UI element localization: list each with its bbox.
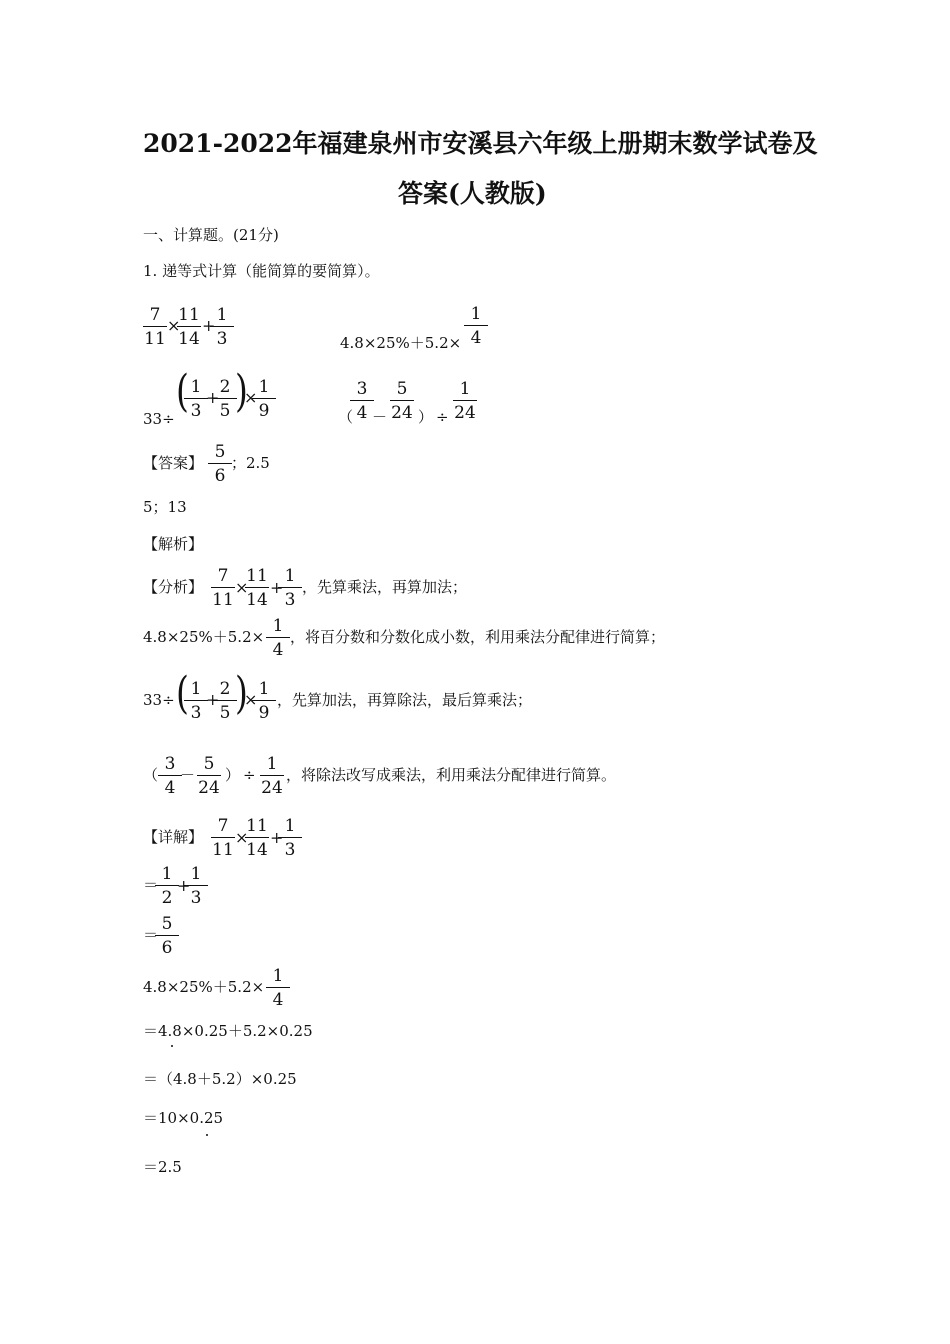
close-paren: ） xyxy=(418,408,434,426)
plus-sign: + xyxy=(177,876,191,895)
fraction: 11 14 xyxy=(246,816,268,860)
fraction: 5 6 xyxy=(208,442,232,486)
expr-prefix: 33÷ xyxy=(143,410,175,428)
doc-title-line1: 2021-2022年福建泉州市安溪县六年级上册期末数学试卷及 xyxy=(143,129,818,158)
fraction: 1 4 xyxy=(266,616,290,660)
plus-sign: + xyxy=(202,316,216,335)
expr-prefix: 4.8×25%＋5.2× xyxy=(143,978,265,996)
fenxi-label: 【分析】 xyxy=(143,578,204,596)
analysis-text: ，将除法改写成乘法，利用乘法分配律进行简算。 xyxy=(286,766,617,784)
open-paren: （ xyxy=(338,408,354,426)
question-1: 1. 递等式计算（能简算的要简算）。 xyxy=(143,262,380,280)
fraction: 3 4 xyxy=(158,754,182,798)
analysis-text: ，先算乘法，再算加法； xyxy=(302,578,468,596)
analysis-text: ，先算加法，再算除法，最后算乘法； xyxy=(277,691,533,709)
plus-sign: + xyxy=(206,690,220,709)
times-sign: × xyxy=(244,388,258,407)
stray-dot xyxy=(171,1045,173,1047)
times-sign: × xyxy=(167,316,181,335)
detail-line-8: ＝2.5 xyxy=(143,1158,182,1176)
doc-title-line2: 答案(人教版) xyxy=(398,179,547,208)
fraction: 7 11 xyxy=(212,816,234,860)
times-sign: × xyxy=(235,578,249,597)
fraction: 5 24 xyxy=(391,379,413,423)
fraction: 1 9 xyxy=(252,679,276,723)
fraction: 7 11 xyxy=(212,566,234,610)
times-sign: × xyxy=(244,690,258,709)
left-paren: ( xyxy=(176,366,189,417)
detail-line-5: ＝4.8×0.25＋5.2×0.25 xyxy=(143,1022,313,1040)
analysis-label: 【解析】 xyxy=(143,535,204,553)
fraction: 1 4 xyxy=(464,304,488,348)
section-heading: 一、计算题。(21分) xyxy=(143,226,279,244)
open-paren: （ xyxy=(143,766,159,784)
stray-dot xyxy=(206,1134,208,1136)
fraction: 7 11 xyxy=(144,305,166,349)
analysis-text: ，将百分数和分数化成小数，利用乘法分配律进行简算； xyxy=(290,628,666,646)
equals-sign: ＝ xyxy=(143,876,159,894)
detail-line-6: ＝（4.8＋5.2）×0.25 xyxy=(143,1070,297,1088)
detail-line-7: ＝10×0.25 xyxy=(143,1109,224,1127)
plus-sign: + xyxy=(270,828,284,847)
minus-sign: － xyxy=(372,408,388,426)
left-paren: ( xyxy=(176,668,189,719)
fraction: 5 6 xyxy=(155,914,179,958)
divide-sign: ÷ xyxy=(436,408,449,426)
fraction: 5 24 xyxy=(198,754,220,798)
expr-prefix: 33÷ xyxy=(143,691,175,709)
fraction: 1 3 xyxy=(278,566,302,610)
plus-sign: + xyxy=(206,388,220,407)
fraction: 1 3 xyxy=(184,864,208,908)
fraction: 3 4 xyxy=(350,379,374,423)
fraction: 2 5 xyxy=(213,679,237,723)
detail-label: 【详解】 xyxy=(143,828,204,846)
answer-values-2: 5；13 xyxy=(143,498,187,516)
fraction: 11 14 xyxy=(178,305,200,349)
close-paren: ） xyxy=(225,766,241,784)
fraction: 1 3 xyxy=(210,305,234,349)
fraction: 1 2 xyxy=(155,864,179,908)
fraction: 1 3 xyxy=(278,816,302,860)
fraction: 2 5 xyxy=(213,377,237,421)
right-paren: ) xyxy=(235,668,248,719)
fraction: 1 3 xyxy=(184,377,208,421)
answer-label: 【答案】 xyxy=(143,454,204,472)
answer-values: ；2.5 xyxy=(231,454,270,472)
expr-prefix: 4.8×25%＋5.2× xyxy=(143,628,265,646)
divide-sign: ÷ xyxy=(243,766,256,784)
fraction: 1 24 xyxy=(454,379,476,423)
fraction: 11 14 xyxy=(246,566,268,610)
equals-sign: ＝ xyxy=(143,926,159,944)
expr-prefix: 4.8×25%＋5.2× xyxy=(340,334,462,352)
fraction: 1 24 xyxy=(261,754,283,798)
right-paren: ) xyxy=(235,366,248,417)
fraction: 1 4 xyxy=(266,966,290,1010)
plus-sign: + xyxy=(270,578,284,597)
times-sign: × xyxy=(235,828,249,847)
fraction: 1 9 xyxy=(252,377,276,421)
minus-sign: － xyxy=(180,766,196,784)
fraction: 1 3 xyxy=(184,679,208,723)
